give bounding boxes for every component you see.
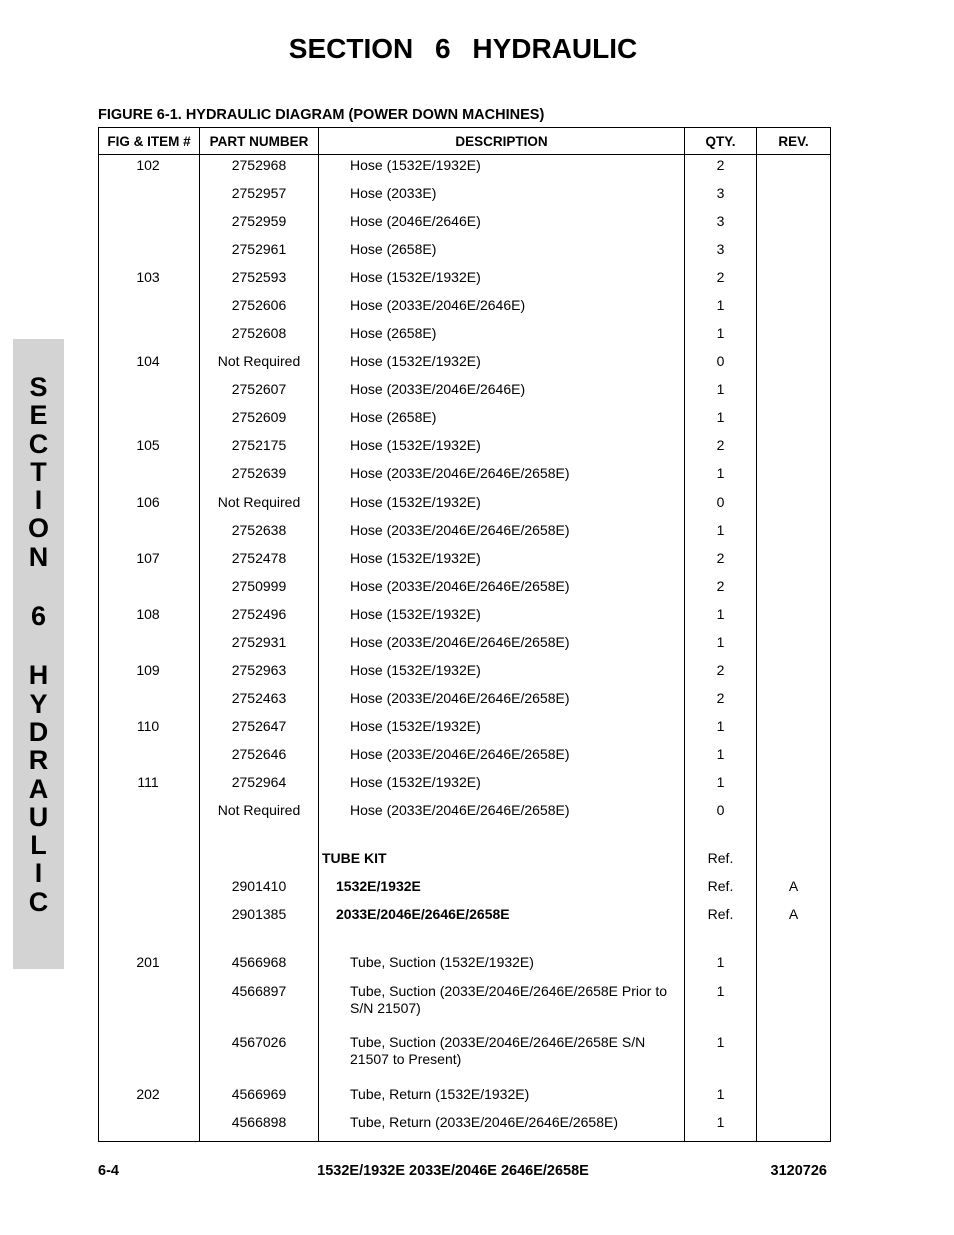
description-cell: Hose (2046E/2646E) <box>319 211 685 239</box>
table-row <box>99 660 831 688</box>
table-row <box>99 716 831 744</box>
section-title: SECTION 6 HYDRAULIC <box>288 33 638 64</box>
side-tab-letter: Y <box>29 688 48 719</box>
table-row <box>99 380 831 408</box>
item-number-cell <box>99 576 200 604</box>
part-number-cell: 4566968 <box>200 953 319 981</box>
side-tab-letter: O <box>27 513 49 544</box>
item-number-cell: 104 <box>99 352 200 380</box>
description-cell: Hose (1532E/1932E) <box>319 716 685 744</box>
rev-cell <box>757 464 831 492</box>
description-cell: TUBE KIT <box>319 849 685 877</box>
qty-cell: 0 <box>685 492 757 520</box>
filler-cell <box>200 1140 319 1141</box>
qty-cell: 1 <box>685 953 757 981</box>
side-tab-letter: S <box>29 372 48 402</box>
table-row <box>99 548 831 576</box>
table-row <box>99 1084 831 1112</box>
description-cell: Hose (1532E/1932E) <box>319 660 685 688</box>
item-number-cell: 108 <box>99 604 200 632</box>
column-header-item: FIG & ITEM # <box>99 128 200 155</box>
side-tab-letter: C <box>28 886 49 917</box>
item-number-cell <box>99 877 200 905</box>
item-number-cell <box>99 324 200 352</box>
part-number-cell: 2752647 <box>200 716 319 744</box>
rev-cell <box>757 211 831 239</box>
blank-row <box>99 829 831 849</box>
qty-cell: 2 <box>685 436 757 464</box>
rev-cell <box>757 267 831 295</box>
table-row <box>99 604 831 632</box>
part-number-cell: 2752961 <box>200 239 319 267</box>
part-number-cell: 2752638 <box>200 520 319 548</box>
blank-cell <box>757 829 831 849</box>
rev-cell <box>757 801 831 829</box>
rev-cell <box>757 155 831 184</box>
parts-table-body <box>99 155 831 1142</box>
rev-cell <box>757 716 831 744</box>
side-tab-letter: H <box>28 660 49 691</box>
table-row <box>99 408 831 436</box>
qty-cell: 1 <box>685 632 757 660</box>
description-cell: Hose (2658E) <box>319 324 685 352</box>
qty-cell: 2 <box>685 688 757 716</box>
qty-cell: 1 <box>685 380 757 408</box>
item-number-cell: 201 <box>99 953 200 981</box>
table-row <box>99 576 831 604</box>
item-number-cell <box>99 981 200 1033</box>
blank-cell <box>685 829 757 849</box>
item-number-cell <box>99 239 200 267</box>
rev-cell <box>757 849 831 877</box>
qty-cell: 0 <box>685 352 757 380</box>
qty-cell: 1 <box>685 1033 757 1085</box>
qty-cell: 1 <box>685 296 757 324</box>
description-cell: Hose (1532E/1932E) <box>319 604 685 632</box>
rev-cell <box>757 745 831 773</box>
rev-cell <box>757 380 831 408</box>
description-cell: Hose (1532E/1932E) <box>319 773 685 801</box>
description-cell: Hose (1532E/1932E) <box>319 436 685 464</box>
footer-doc-number: 3120726 <box>770 1163 827 1179</box>
item-number-cell <box>99 211 200 239</box>
qty-cell: 3 <box>685 239 757 267</box>
table-row <box>99 877 831 905</box>
part-number-cell <box>200 849 319 877</box>
qty-cell: 1 <box>685 773 757 801</box>
qty-cell: 1 <box>685 520 757 548</box>
part-number-cell: 2752496 <box>200 604 319 632</box>
rev-cell <box>757 1112 831 1140</box>
rev-cell <box>757 576 831 604</box>
description-cell: Hose (2033E/2046E/2646E/2658E) <box>319 632 685 660</box>
rev-cell <box>757 239 831 267</box>
qty-cell: Ref. <box>685 905 757 933</box>
part-number-cell: Not Required <box>200 352 319 380</box>
filler-cell <box>757 1140 831 1141</box>
rev-cell: A <box>757 877 831 905</box>
item-number-cell: 109 <box>99 660 200 688</box>
side-tab-letter: U <box>28 801 49 832</box>
rev-cell <box>757 520 831 548</box>
qty-cell: 2 <box>685 155 757 184</box>
blank-cell <box>757 933 831 953</box>
table-row <box>99 801 831 829</box>
qty-cell: 1 <box>685 408 757 436</box>
item-number-cell: 103 <box>99 267 200 295</box>
description-cell: 1532E/1932E <box>319 877 685 905</box>
table-row <box>99 296 831 324</box>
item-number-cell: 102 <box>99 155 200 184</box>
side-tab-letter: 6 <box>30 601 47 632</box>
table-row <box>99 436 831 464</box>
side-tab-gap <box>13 571 64 602</box>
column-header-part-number: PART NUMBER <box>200 128 319 155</box>
side-tab-letters <box>13 373 64 916</box>
table-row <box>99 981 831 1033</box>
part-number-cell: 2901410 <box>200 877 319 905</box>
description-cell: Hose (2658E) <box>319 408 685 436</box>
qty-cell: 3 <box>685 183 757 211</box>
qty-cell: 2 <box>685 660 757 688</box>
description-cell: Tube, Suction (1532E/1932E) <box>319 953 685 981</box>
qty-cell: 1 <box>685 1084 757 1112</box>
rev-cell <box>757 324 831 352</box>
item-number-cell <box>99 183 200 211</box>
part-number-cell: 2752639 <box>200 464 319 492</box>
part-number-cell: 2752608 <box>200 324 319 352</box>
item-number-cell: 106 <box>99 492 200 520</box>
rev-cell <box>757 660 831 688</box>
qty-cell: Ref. <box>685 877 757 905</box>
item-number-cell <box>99 1112 200 1140</box>
description-cell: Hose (2033E/2046E/2646E/2658E) <box>319 576 685 604</box>
description-cell: Hose (2658E) <box>319 239 685 267</box>
side-tab-letter: D <box>28 716 49 747</box>
side-tab-letter: L <box>30 830 47 861</box>
part-number-cell: 4566898 <box>200 1112 319 1140</box>
part-number-cell: 2752963 <box>200 660 319 688</box>
side-tab-letter: T <box>30 456 47 487</box>
column-header-qty: QTY. <box>685 128 757 155</box>
qty-cell: 1 <box>685 981 757 1033</box>
item-number-cell <box>99 408 200 436</box>
blank-cell <box>99 829 200 849</box>
table-row <box>99 239 831 267</box>
part-number-cell: 2901385 <box>200 905 319 933</box>
description-cell: Hose (2033E/2046E/2646E/2658E) <box>319 688 685 716</box>
filler-cell <box>99 1140 200 1141</box>
side-tab-letter: E <box>29 400 48 431</box>
description-cell: Hose (2033E/2046E/2646E/2658E) <box>319 801 685 829</box>
qty-cell: 2 <box>685 576 757 604</box>
item-number-cell <box>99 296 200 324</box>
part-number-cell: 4566969 <box>200 1084 319 1112</box>
item-number-cell <box>99 688 200 716</box>
side-tab-gap <box>13 630 64 661</box>
description-cell: Tube, Suction (2033E/2046E/2646E/2658E S/N 21507 to Present) <box>319 1033 685 1085</box>
description-cell: Hose (2033E/2046E/2646E/2658E) <box>319 745 685 773</box>
part-number-cell: 2752964 <box>200 773 319 801</box>
table-row <box>99 953 831 981</box>
part-number-cell: 2752957 <box>200 183 319 211</box>
table-row <box>99 1112 831 1140</box>
table-row <box>99 492 831 520</box>
qty-cell: 1 <box>685 716 757 744</box>
description-cell: Tube, Suction (2033E/2046E/2646E/2658E Prior to S/N 21507) <box>319 981 685 1033</box>
item-number-cell <box>99 905 200 933</box>
qty-cell: 0 <box>685 801 757 829</box>
footer-models: 1532E/1932E 2033E/2046E 2646E/2658E <box>317 1163 589 1179</box>
side-tab-letter: I <box>34 858 43 889</box>
item-number-cell: 202 <box>99 1084 200 1112</box>
table-row <box>99 905 831 933</box>
side-tab-letter: N <box>28 541 49 572</box>
description-cell: Hose (1532E/1932E) <box>319 155 685 184</box>
rev-cell <box>757 632 831 660</box>
table-row <box>99 183 831 211</box>
item-number-cell <box>99 801 200 829</box>
qty-cell: 2 <box>685 267 757 295</box>
side-tab-letter: C <box>28 428 49 459</box>
part-number-cell: 4567026 <box>200 1033 319 1085</box>
blank-row <box>99 933 831 953</box>
qty-cell: 1 <box>685 604 757 632</box>
part-number-cell: 2752478 <box>200 548 319 576</box>
part-number-cell: 2752959 <box>200 211 319 239</box>
description-cell: Hose (1532E/1932E) <box>319 352 685 380</box>
rev-cell <box>757 688 831 716</box>
table-row <box>99 773 831 801</box>
side-tab-letter: R <box>28 745 49 776</box>
table-row <box>99 688 831 716</box>
rev-cell <box>757 1033 831 1085</box>
column-header-rev: REV. <box>757 128 831 155</box>
rev-cell <box>757 604 831 632</box>
part-number-cell: 2752609 <box>200 408 319 436</box>
item-number-cell <box>99 745 200 773</box>
rev-cell <box>757 408 831 436</box>
description-cell: Hose (1532E/1932E) <box>319 267 685 295</box>
item-number-cell <box>99 520 200 548</box>
blank-cell <box>319 829 685 849</box>
description-cell: Hose (2033E/2046E/2646E) <box>319 296 685 324</box>
item-number-cell: 107 <box>99 548 200 576</box>
qty-cell: 1 <box>685 745 757 773</box>
rev-cell <box>757 1084 831 1112</box>
rev-cell <box>757 492 831 520</box>
table-row <box>99 464 831 492</box>
section-side-tab <box>13 339 64 969</box>
parts-table <box>98 127 831 1142</box>
rev-cell <box>757 981 831 1033</box>
blank-cell <box>685 933 757 953</box>
rev-cell <box>757 773 831 801</box>
blank-cell <box>200 829 319 849</box>
description-cell: Hose (2033E/2046E/2646E/2658E) <box>319 520 685 548</box>
item-number-cell: 105 <box>99 436 200 464</box>
description-cell: Tube, Return (1532E/1932E) <box>319 1084 685 1112</box>
filler-cell <box>685 1140 757 1141</box>
qty-cell: 1 <box>685 324 757 352</box>
description-cell: Hose (2033E/2046E/2646E) <box>319 380 685 408</box>
figure-title: FIGURE 6-1. HYDRAULIC DIAGRAM (POWER DOWN MACHINES) <box>98 107 545 123</box>
part-number-cell: 2752646 <box>200 745 319 773</box>
blank-cell <box>319 933 685 953</box>
table-row <box>99 155 831 184</box>
table-row <box>99 745 831 773</box>
description-cell: 2033E/2046E/2646E/2658E <box>319 905 685 933</box>
rev-cell <box>757 352 831 380</box>
blank-cell <box>200 933 319 953</box>
qty-cell: 1 <box>685 1112 757 1140</box>
qty-cell: 2 <box>685 548 757 576</box>
table-row <box>99 632 831 660</box>
rev-cell <box>757 183 831 211</box>
column-header-description: DESCRIPTION <box>319 128 685 155</box>
filler-row <box>99 1140 831 1141</box>
description-cell: Hose (2033E) <box>319 183 685 211</box>
filler-cell <box>319 1140 685 1141</box>
part-number-cell: 2752175 <box>200 436 319 464</box>
rev-cell <box>757 436 831 464</box>
part-number-cell: 4566897 <box>200 981 319 1033</box>
item-number-cell: 111 <box>99 773 200 801</box>
side-tab-letter: I <box>34 485 43 516</box>
footer-page-number: 6-4 <box>98 1163 119 1179</box>
table-row <box>99 211 831 239</box>
part-number-cell: 2752606 <box>200 296 319 324</box>
description-cell: Hose (1532E/1932E) <box>319 492 685 520</box>
table-row <box>99 324 831 352</box>
qty-cell: Ref. <box>685 849 757 877</box>
part-number-cell: Not Required <box>200 801 319 829</box>
rev-cell <box>757 296 831 324</box>
description-cell: Hose (2033E/2046E/2646E/2658E) <box>319 464 685 492</box>
part-number-cell: 2752463 <box>200 688 319 716</box>
rev-cell: A <box>757 905 831 933</box>
table-row <box>99 352 831 380</box>
table-row <box>99 520 831 548</box>
qty-cell: 1 <box>685 464 757 492</box>
table-row <box>99 849 831 877</box>
part-number-cell: 2752931 <box>200 632 319 660</box>
part-number-cell: 2752593 <box>200 267 319 295</box>
rev-cell <box>757 548 831 576</box>
item-number-cell <box>99 632 200 660</box>
rev-cell <box>757 953 831 981</box>
qty-cell: 3 <box>685 211 757 239</box>
part-number-cell: 2752968 <box>200 155 319 184</box>
item-number-cell <box>99 849 200 877</box>
description-cell: Hose (1532E/1932E) <box>319 548 685 576</box>
part-number-cell: 2752607 <box>200 380 319 408</box>
item-number-cell: 110 <box>99 716 200 744</box>
description-cell: Tube, Return (2033E/2046E/2646E/2658E) <box>319 1112 685 1140</box>
side-tab-letter: A <box>28 773 49 804</box>
part-number-cell: Not Required <box>200 492 319 520</box>
table-header-row <box>99 128 831 155</box>
item-number-cell <box>99 464 200 492</box>
table-row <box>99 267 831 295</box>
item-number-cell <box>99 380 200 408</box>
table-row <box>99 1033 831 1085</box>
part-number-cell: 2750999 <box>200 576 319 604</box>
blank-cell <box>99 933 200 953</box>
item-number-cell <box>99 1033 200 1085</box>
